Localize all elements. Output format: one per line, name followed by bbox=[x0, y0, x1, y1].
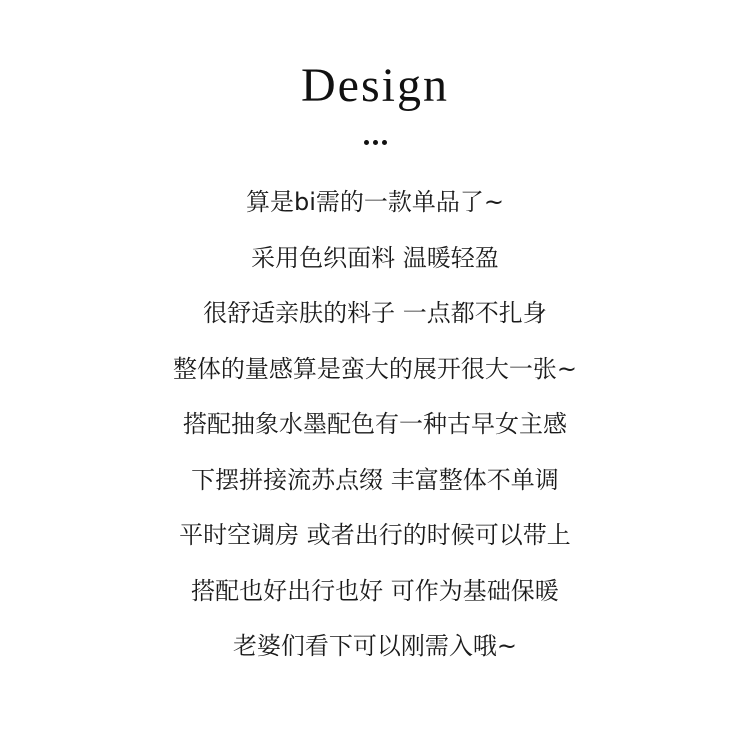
divider-dot bbox=[373, 140, 378, 145]
description-line: 很舒适亲肤的料子 一点都不扎身 bbox=[203, 299, 547, 327]
description-line: 搭配也好出行也好 可作为基础保暖 bbox=[191, 576, 559, 605]
description-line: 搭配抽象水墨配色有一种古早女主感 bbox=[183, 410, 567, 438]
description-line: 算是bi需的一款单品了~ bbox=[245, 188, 504, 216]
description-line: 整体的量感算是蛮大的展开很大一张~ bbox=[172, 354, 578, 383]
description-text-block bbox=[0, 182, 750, 682]
description-line: 采用色织面料 温暖轻盈 bbox=[251, 243, 499, 272]
description-line: 下摆拼接流苏点缀 丰富整体不单调 bbox=[191, 465, 559, 494]
ellipsis-divider bbox=[0, 140, 750, 145]
page-title: Design bbox=[301, 59, 449, 112]
divider-dot bbox=[382, 140, 387, 145]
description-line: 平时空调房 或者出行的时候可以带上 bbox=[179, 521, 571, 549]
divider-dot bbox=[364, 140, 369, 145]
description-line: 老婆们看下可以刚需入哦~ bbox=[232, 632, 518, 660]
